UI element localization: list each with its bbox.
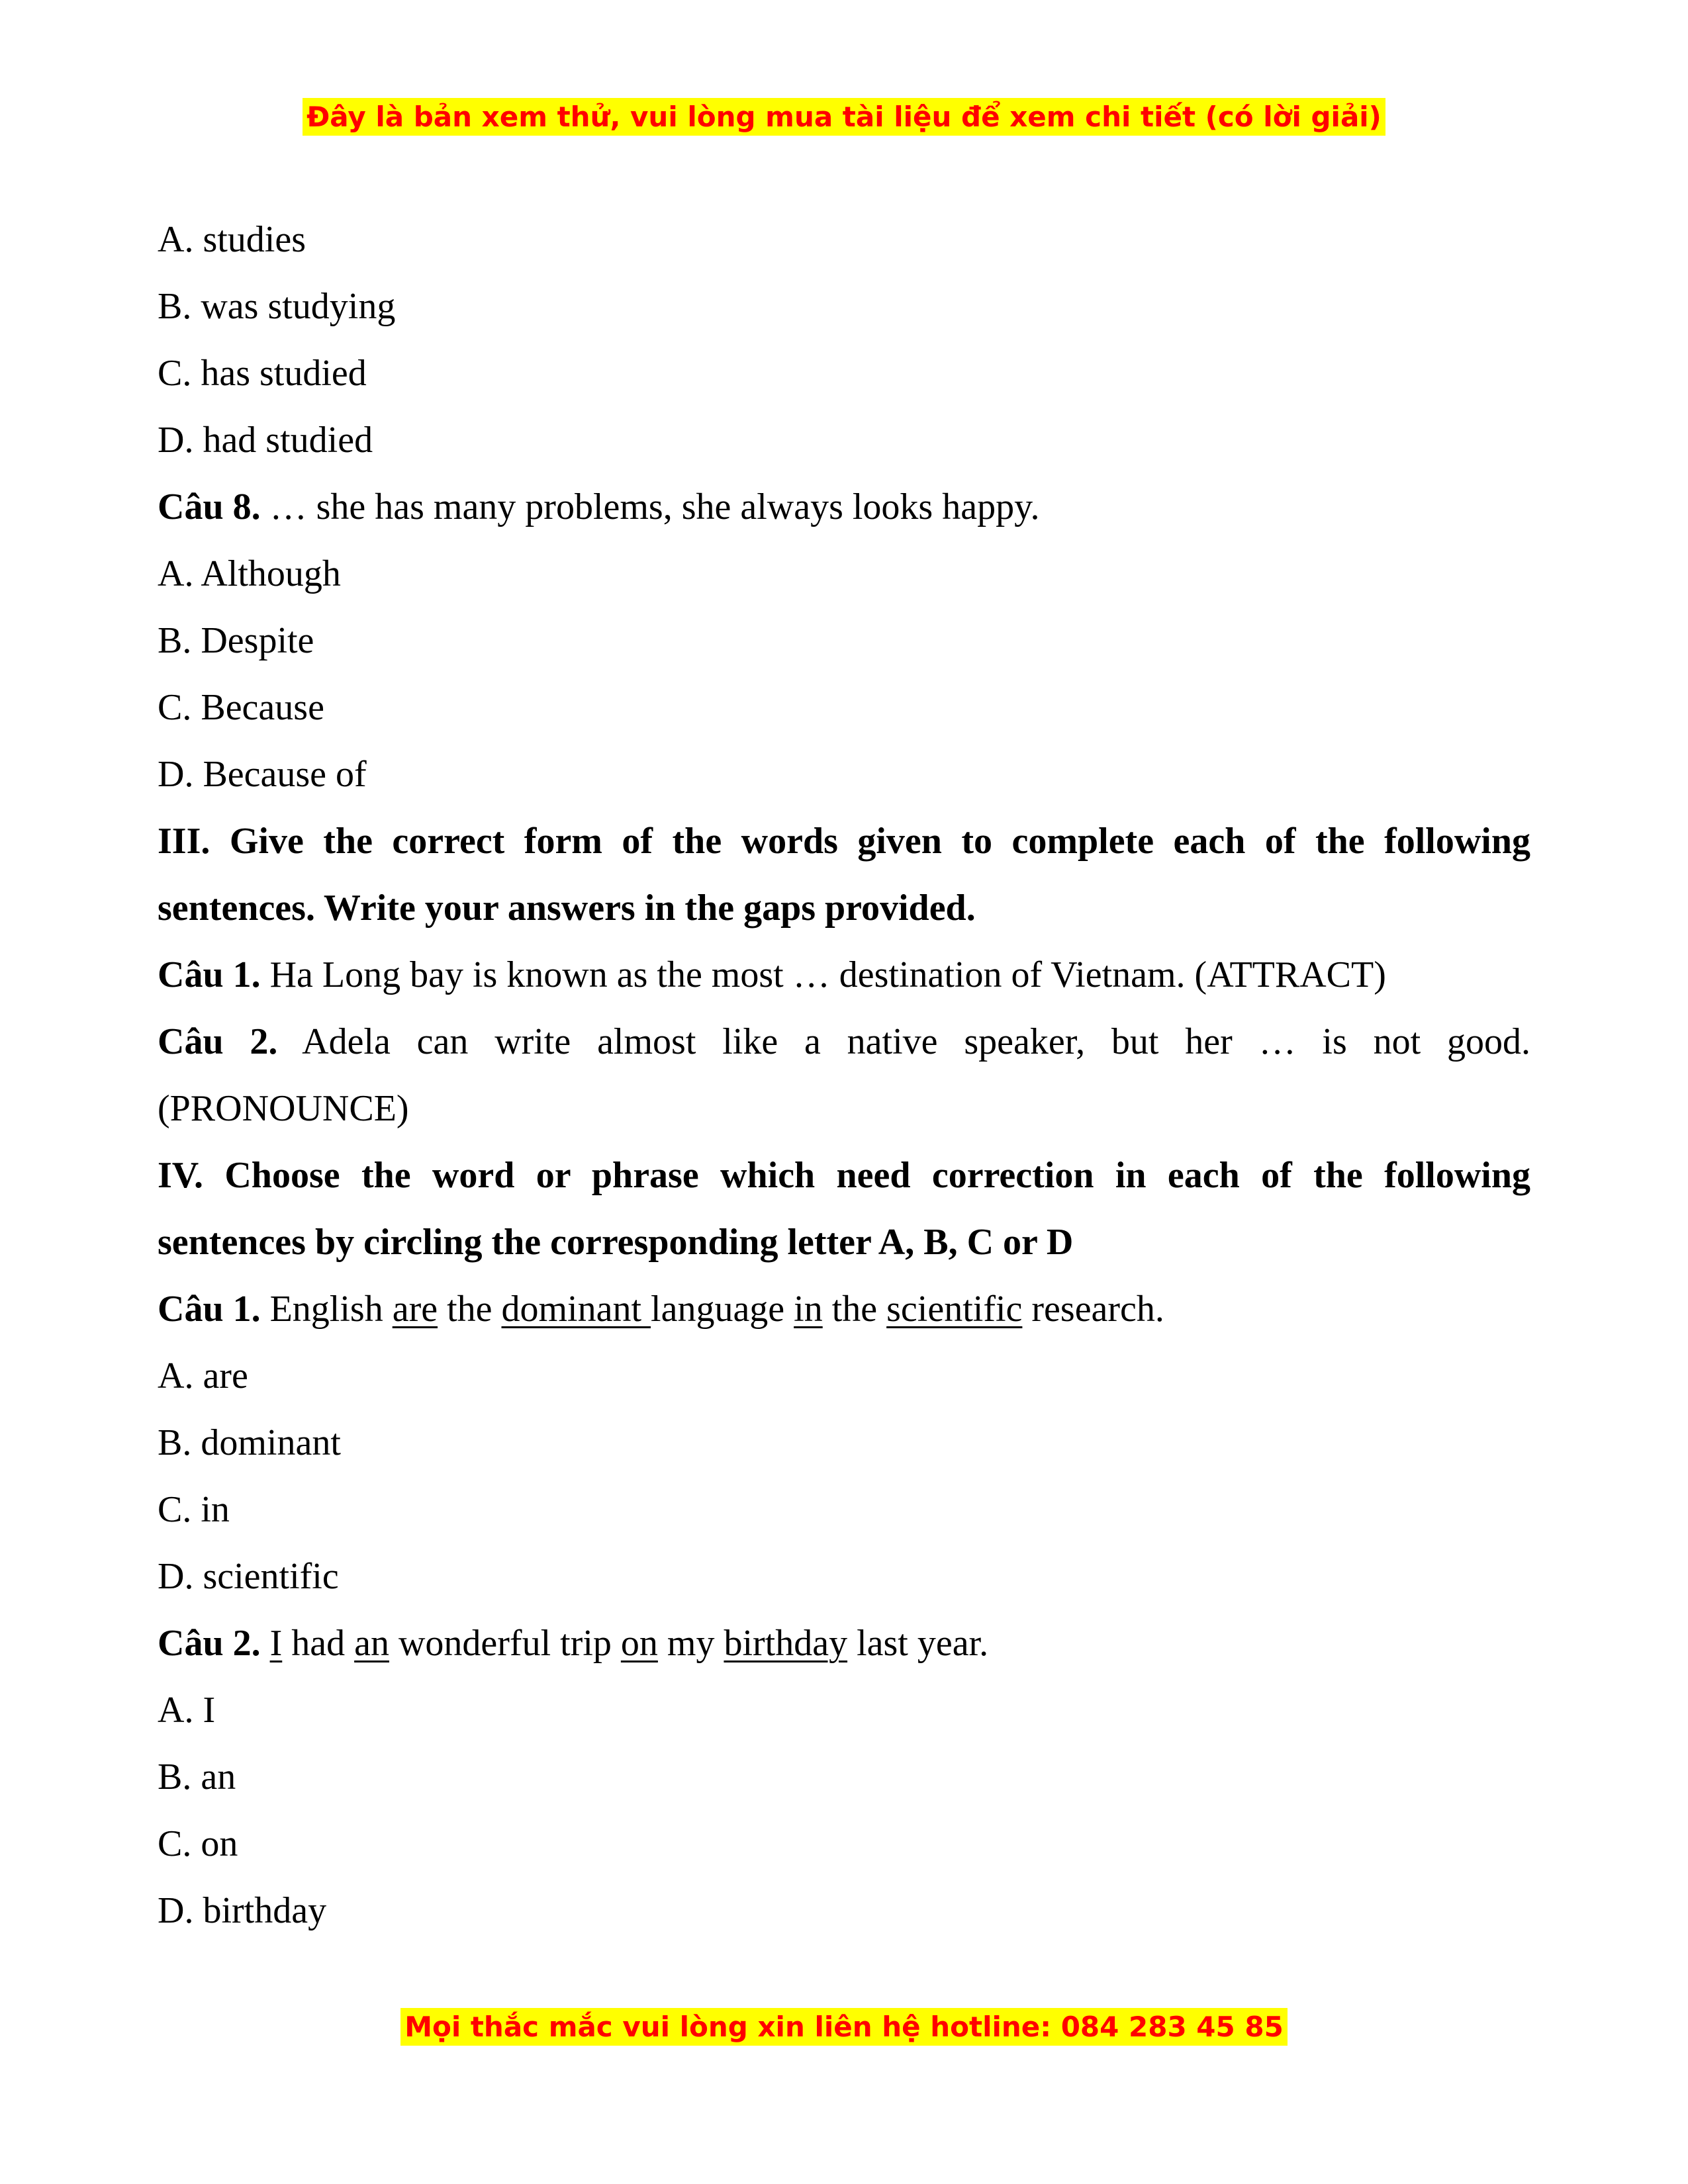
hotline-notice-text: Mọi thắc mắc vui lòng xin liên hệ hotline: 084 283 45 85 (400, 2008, 1288, 2046)
s4-q1-underlined-d: scientific (886, 1289, 1023, 1330)
s4-q1-option-d: D. scientific (158, 1556, 339, 1597)
s3-q2-text: Adela can write almost like a native speaker, but her … is not good. (277, 1021, 1530, 1062)
section-4-heading-line-1: IV. Choose the word or phrase which need correction in each of the following (158, 1155, 1530, 1196)
s4-q2-option-d: D. birthday (158, 1890, 327, 1931)
s4-q1-label: Câu 1. (158, 1289, 261, 1330)
s4-q2-option-c: C. on (158, 1823, 238, 1864)
s4-q1-option-b: B. dominant (158, 1422, 341, 1463)
section-4-heading-line-2: sentences by circling the corresponding letter A, B, C or D (158, 1222, 1074, 1263)
s3-q1-label: Câu 1. (158, 954, 261, 995)
s4-q2-underlined-d: birthday (724, 1623, 848, 1664)
s4-q1-question (158, 1276, 1530, 1343)
preview-notice-banner (0, 101, 1688, 133)
s4-q2-underlined-b: an (354, 1623, 389, 1664)
s4-q1-text: research. (1022, 1289, 1164, 1330)
s4-q1-option-a: A. are (158, 1355, 248, 1396)
s4-q1-underlined-c: in (794, 1289, 823, 1330)
s3-q2-question-line-1 (158, 1009, 1530, 1075)
q8-option-d: D. Because of (158, 754, 367, 795)
s4-q2-label: Câu 2. (158, 1623, 261, 1664)
q8-text: … she has many problems, she always looks happy. (260, 486, 1040, 527)
s3-q2-question-line-2: (PRONOUNCE) (158, 1088, 409, 1129)
q7-option-b: B. was studying (158, 286, 396, 327)
s4-q1-text: the (822, 1289, 887, 1330)
q7-option-c: C. has studied (158, 353, 367, 394)
s4-q1-text: language (651, 1289, 794, 1330)
s4-q1-option-c: C. in (158, 1489, 230, 1530)
s4-q2-option-b: B. an (158, 1756, 236, 1797)
section-3-heading-line-1: III. Give the correct form of the words given to complete each of the following (158, 821, 1530, 862)
q7-option-a: A. studies (158, 219, 306, 260)
s4-q2-underlined-a: I (269, 1623, 283, 1664)
hotline-notice-banner (0, 2011, 1688, 2043)
s4-q1-text: the (438, 1289, 502, 1330)
s4-q1-text: English (260, 1289, 393, 1330)
document-body (158, 206, 1530, 1944)
s4-q2-text: had (282, 1623, 355, 1664)
section-3-heading-line-2: sentences. Write your answers in the gaps provided. (158, 887, 976, 929)
s4-q2-underlined-c: on (620, 1623, 658, 1664)
q8-option-a: A. Although (158, 553, 341, 594)
s4-q1-underlined-a: are (392, 1289, 438, 1330)
s3-q1-question (158, 942, 1530, 1009)
s4-q2-text: wonderful trip (389, 1623, 621, 1664)
s3-q1-text: Ha Long bay is known as the most … destination of Vietnam. (ATTRACT) (260, 954, 1386, 995)
s4-q2-question (158, 1610, 1530, 1677)
s4-q2-text (261, 1623, 270, 1664)
s4-q2-option-a: A. I (158, 1690, 216, 1731)
q7-option-d: D. had studied (158, 420, 373, 461)
q8-question (158, 474, 1530, 541)
s4-q1-underlined-b: dominant (501, 1289, 651, 1330)
s3-q2-label: Câu 2. (158, 1021, 278, 1062)
q8-option-b: B. Despite (158, 620, 314, 661)
s4-q2-text: last year. (847, 1623, 989, 1664)
s4-q2-text: my (657, 1623, 724, 1664)
q8-label: Câu 8. (158, 486, 261, 527)
preview-notice-text: Đây là bản xem thử, vui lòng mua tài liệu để xem chi tiết (có lời giải) (303, 98, 1385, 136)
q8-option-c: C. Because (158, 687, 324, 728)
